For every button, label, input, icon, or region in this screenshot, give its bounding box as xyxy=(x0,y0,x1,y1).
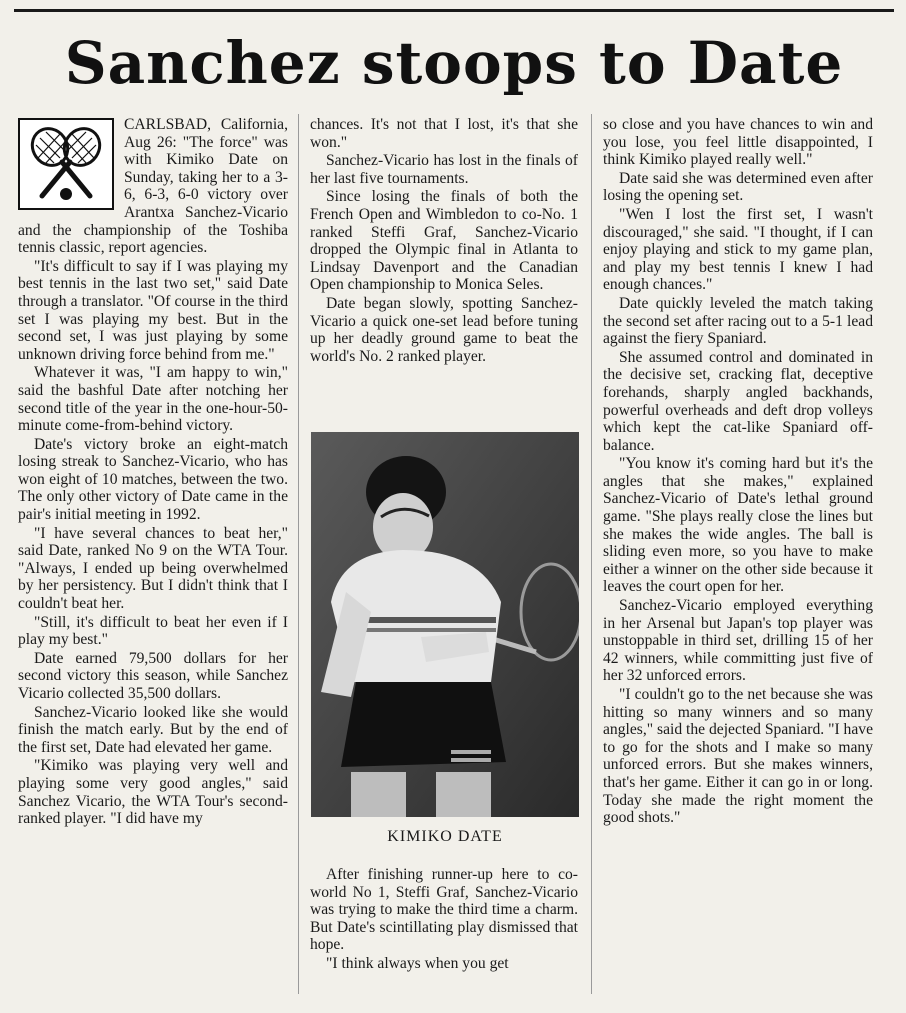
paragraph: CARLSBAD, California, Aug 26: "The force" was with Kimiko Date on Sunday, taking her to a 3-6, 6-3, 6-0 victory over Arantxa Sanchez-Vicario and the championship of the Toshiba tennis classic, report agencies. xyxy=(18,116,288,257)
top-rule xyxy=(14,9,894,12)
headline: Sanchez stoops to Date xyxy=(64,29,844,97)
paragraph: Sanchez-Vicario employed everything in her Arsenal but Japan's top player was unstoppable in third set, drilling 15 of her 42 winners, while committing just five of her 32 unforced errors. xyxy=(603,597,873,685)
paragraph: "Kimiko was playing very well and playing some very good angles," said Sanchez Vicario, the WTA Tour's second-ranked player. "I did have my xyxy=(18,757,288,828)
paragraph: "I couldn't go to the net because she was hitting so many winners and so many angles," said the dejected Spaniard. "I have to go for the shots and I make so many unforced errors. But she makes winners, that's her game. Either it can go in or long. Today she made the right moment the good shots." xyxy=(603,686,873,827)
photo-caption: KIMIKO DATE xyxy=(387,828,503,845)
paragraph: "It's difficult to say if I was playing my best tennis in the last two set," said Date through a translator. "Of course in the third set I was playing my best. But in the second set, I was just playing by some unknown driving force behind from me." xyxy=(18,257,288,363)
paragraph: "I have several chances to beat her," said Date, ranked No 9 on the WTA Tour. "Always, I ended up being overwhelmed by her persistency. But I didn't think that I couldn't beat her. xyxy=(18,524,288,613)
player-photo xyxy=(311,432,579,817)
paragraph: She assumed control and dominated in the decisive set, cracking flat, deceptive forehands, sharply angled backhands, powerful overheads and deft drop volleys which kept the cat-like Spaniard off-balance. xyxy=(603,348,873,454)
paragraph: so close and you have chances to win and you lose, you feel little disappointed, I think Kimiko played really well." xyxy=(603,116,873,169)
paragraph: After finishing runner-up here to co-world No 1, Steffi Graf, Sanchez-Vicario was trying to make the third time a charm. But Date's scintillating play dismissed that hope. xyxy=(310,866,578,954)
paragraph: Date's victory broke an eight-match losing streak to Sanchez-Vicario, who has won eight of 10 matches, between the two. The only other victory of Date came in the pair's initial meeting in 1992. xyxy=(18,435,288,524)
paragraph: Date began slowly, spotting Sanchez-Vicario a quick one-set lead before tuning up her deadly ground game to beat the world's No. 2 ranked player. xyxy=(310,294,578,365)
paragraph: Date earned 79,500 dollars for her second victory this season, while Sanchez Vicario collected 35,500 dollars. xyxy=(18,649,288,702)
paragraph: "You know it's coming hard but it's the angles that she makes," explained Sanchez-Vicario of Date's lethal ground game. "She plays really close the lines but she makes the wide angles. The ball is sliding even more, so you have to make either a winner on the other side because it leaves the court open for her. xyxy=(603,455,873,596)
paragraph: "I think always when you get xyxy=(326,954,509,972)
paragraph: chances. It's not that I lost, it's that she won." xyxy=(310,116,578,151)
paragraph: Whatever it was, "I am happy to win," said the bashful Date after notching her second title of the year in the one-hour-50-minute come-from-behind victory. xyxy=(18,364,288,435)
column-3 xyxy=(603,116,873,828)
paragraph: "Still, it's difficult to beat her even if I play my best." xyxy=(18,613,288,649)
column-2-continued xyxy=(310,866,578,974)
column-1 xyxy=(18,116,288,829)
column-divider xyxy=(298,114,299,994)
paragraph: Date quickly leveled the match taking the second set after racing out to a 5-1 lead against the fiery Spaniard. xyxy=(603,294,873,348)
paragraph: Date said she was determined even after losing the opening set. xyxy=(603,169,873,205)
crossed-tennis-rackets-icon xyxy=(18,118,114,210)
column-2 xyxy=(310,116,578,366)
column-divider xyxy=(591,114,592,994)
paragraph: Sanchez-Vicario has lost in the finals of her last five tournaments. xyxy=(310,152,578,187)
paragraph: "Wen I lost the first set, I wasn't discouraged," she said. "I thought, if I can enjoy playing and stick to my game plan, and play my best tennis I knew I had enough chances." xyxy=(603,205,873,294)
paragraph: Since losing the finals of both the French Open and Wimbledon to co-No. 1 ranked Steffi Graf, Sanchez-Vicario dropped the Olympic final in Atlanta to Lindsay Davenport and the Canadian Open championship to Monica Seles. xyxy=(310,188,578,294)
paragraph: Sanchez-Vicario looked like she would finish the match early. But by the end of the first set, Date had elevated her game. xyxy=(18,703,288,756)
